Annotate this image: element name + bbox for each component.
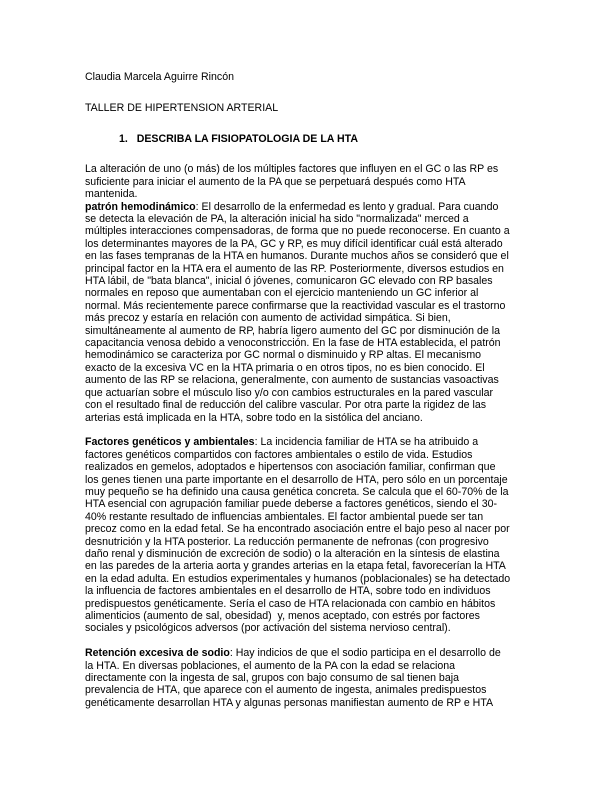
paragraph-line: muy pequeño se ha definido una causa genética concreta. Se calcula que el 60-70% de la: [85, 485, 509, 498]
paragraph-line: suficiente para iniciar el aumento de la PA que se perpetuará después como HTA: [85, 175, 466, 188]
paragraph-line: los determinantes mayores de la PA, GC y RP, es muy difícil identificar cuál está alterado: [85, 237, 503, 250]
paragraph-line: desnutrición y la HTA posterior. La reducción permanente de nefronas (con progresivo: [85, 535, 489, 548]
paragraph-line: en las fases tempranas de la HTA en humanos. Durante muchos años se consideró que el: [85, 250, 509, 263]
paragraph-line: HTA lábil, de "bata blanca", inicial ó jóvenes, comunicaron GC elevado con RP basales: [85, 275, 493, 288]
document-page: [85, 71, 521, 709]
paragraph-line-start: : La incidencia familiar de HTA se ha atribuido a: [254, 436, 479, 449]
paragraph-body: [85, 213, 521, 424]
paragraph-sodium: [85, 647, 521, 709]
paragraph-line: normal. Más recientemente parece confirmarse que la reactividad vascular es el trastorno: [85, 299, 506, 312]
paragraph-hemodynamic: [85, 201, 521, 424]
section-term: Retención excesiva de sodio: [85, 647, 230, 660]
paragraph-first-line: [85, 647, 521, 659]
paragraph-line: la influencia de factores ambientales en el desarrollo de HTA, sobre todo en individuos: [85, 585, 491, 598]
paragraph-line: 40% restante resultado de influencias ambientales. El factor ambiental puede ser tan: [85, 510, 484, 523]
paragraph-line: múltiples interacciones compensadoras, de forma que no puede reconocerse. En cuanto a: [85, 225, 510, 238]
paragraph-line: con el resultado final de reducción del calibre vascular. Por otra parte la rigidez de las: [85, 399, 487, 412]
paragraph-line: más precoz y estaría en relación con aumento de actividad simpática. Si bien,: [85, 312, 451, 325]
author-name: Claudia Marcela Aguirre Rincón: [85, 71, 234, 83]
paragraph-line: sociales y psicológicos adversos (por activación del sistema nervioso central).: [85, 622, 451, 635]
paragraph-first-line: [85, 201, 521, 213]
paragraph-line: simultáneamente al aumento de RP, habría ligero aumento del GC por disminución de la: [85, 324, 500, 337]
section-term: Factores genéticos y ambientales: [85, 436, 255, 449]
paragraph-line: los genes tienen una parte importante en el desarrollo de HTA, pero sólo en un porcentaje: [85, 473, 508, 486]
question-number: 1.: [119, 132, 128, 145]
question-text: DESCRIBA LA FISIOPATOLOGIA DE LA HTA: [136, 132, 358, 145]
workshop-title: TALLER DE HIPERTENSION ARTERIAL: [85, 101, 279, 114]
paragraph-line: se detecta la elevación de PA, la alteración inicial ha sido "normalizada" merced a: [85, 213, 469, 226]
paragraph-line-start: : Hay indicios de que el sodio participa en el desarrollo de: [229, 647, 501, 660]
paragraph-line: precoz como en la edad fetal. Se ha encontrado asociación entre el bajo peso al nacer por: [85, 523, 510, 536]
paragraph-line: daño renal y disminución de excreción de sodio) o la alteración en la síntesis de elastina: [85, 547, 500, 560]
paragraph-line: hemodinámico se caracteriza por GC normal o disminuido y RP altas. El mecanismo: [85, 349, 482, 362]
paragraph-line: exacto de la excesiva VC en la HTA primaria o en otros tipos, no es bien conocido. El: [85, 361, 485, 374]
paragraph-line: La alteración de uno (o más) de los múltiples factores que influyen en el GC o las RP es: [85, 163, 499, 176]
paragraph-line: que actuarían sobre el músculo liso y/o con cambios estructurales en la pared vascular: [85, 386, 494, 399]
paragraph-line: en las paredes de la arteria aorta y grandes arterias en la etapa fetal, favorecerían la HTA: [85, 560, 506, 573]
paragraph-line: alimenticios (aumento de sal, obesidad) y, menos aceptado, con estrés por factores: [85, 610, 480, 622]
section-term: patrón hemodinámico: [85, 200, 196, 213]
paragraph-line: realizados en gemelos, adoptados e hipertensos con asociación familiar, confirman que: [85, 461, 496, 474]
paragraph-genetic: [85, 436, 521, 635]
paragraph-line: la HTA. En diversas poblaciones, el aumento de la PA con la edad se relaciona: [85, 659, 456, 672]
paragraph-body: [85, 660, 521, 710]
paragraph-line: mantenida.: [85, 188, 138, 201]
paragraph-line: arterias está implicada en la HTA, sobre todo en la sistólica del anciano.: [85, 411, 423, 424]
paragraph-line: capacitancia venosa debido a venoconstricción. En la fase de HTA establecida, el patrón: [85, 337, 501, 350]
paragraph-intro: [85, 163, 521, 200]
paragraph-line: en la edad adulta. En estudios experimentales y humanos (poblacionales) se ha detectado: [85, 572, 511, 585]
question-heading: [85, 133, 521, 145]
paragraph-line: genéticamente desarrollan HTA y algunas personas manifiestan aumento de RP e HTA: [85, 696, 494, 709]
paragraph-line: predispuestos genéticamente. Sería el caso de HTA relacionada con cambio en hábitos: [85, 597, 496, 610]
paragraph-line: HTA esencial con agrupación familiar puede deberse a factores genéticos, siendo el 30-: [85, 498, 498, 511]
paragraph-line: factores genéticos compartidos con factores ambientales o estilo de vida. Estudios: [85, 448, 473, 461]
paragraph-body: [85, 449, 521, 635]
paragraph-first-line: [85, 436, 521, 448]
paragraph-line: prevalencia de HTA, que aparece con el aumento de ingesta, animales predispuestos: [85, 684, 487, 697]
paragraph-line: principal factor en la HTA era el aumento de las RP. Posteriormente, diversos estudios en: [85, 262, 504, 275]
paragraph-line-start: : El desarrollo de la enfermedad es lento y gradual. Para cuando: [195, 200, 499, 213]
paragraph-line: normales en reposo que aumentaban con el ejercicio manteniendo un GC inferior al: [85, 287, 479, 300]
paragraph-line: directamente con la ingesta de sal, grupos con bajo consumo de sal tienen baja: [85, 672, 459, 685]
paragraph-line: aumento de las RP se relaciona, generalmente, con aumento de sustancias vasoactivas: [85, 374, 499, 387]
